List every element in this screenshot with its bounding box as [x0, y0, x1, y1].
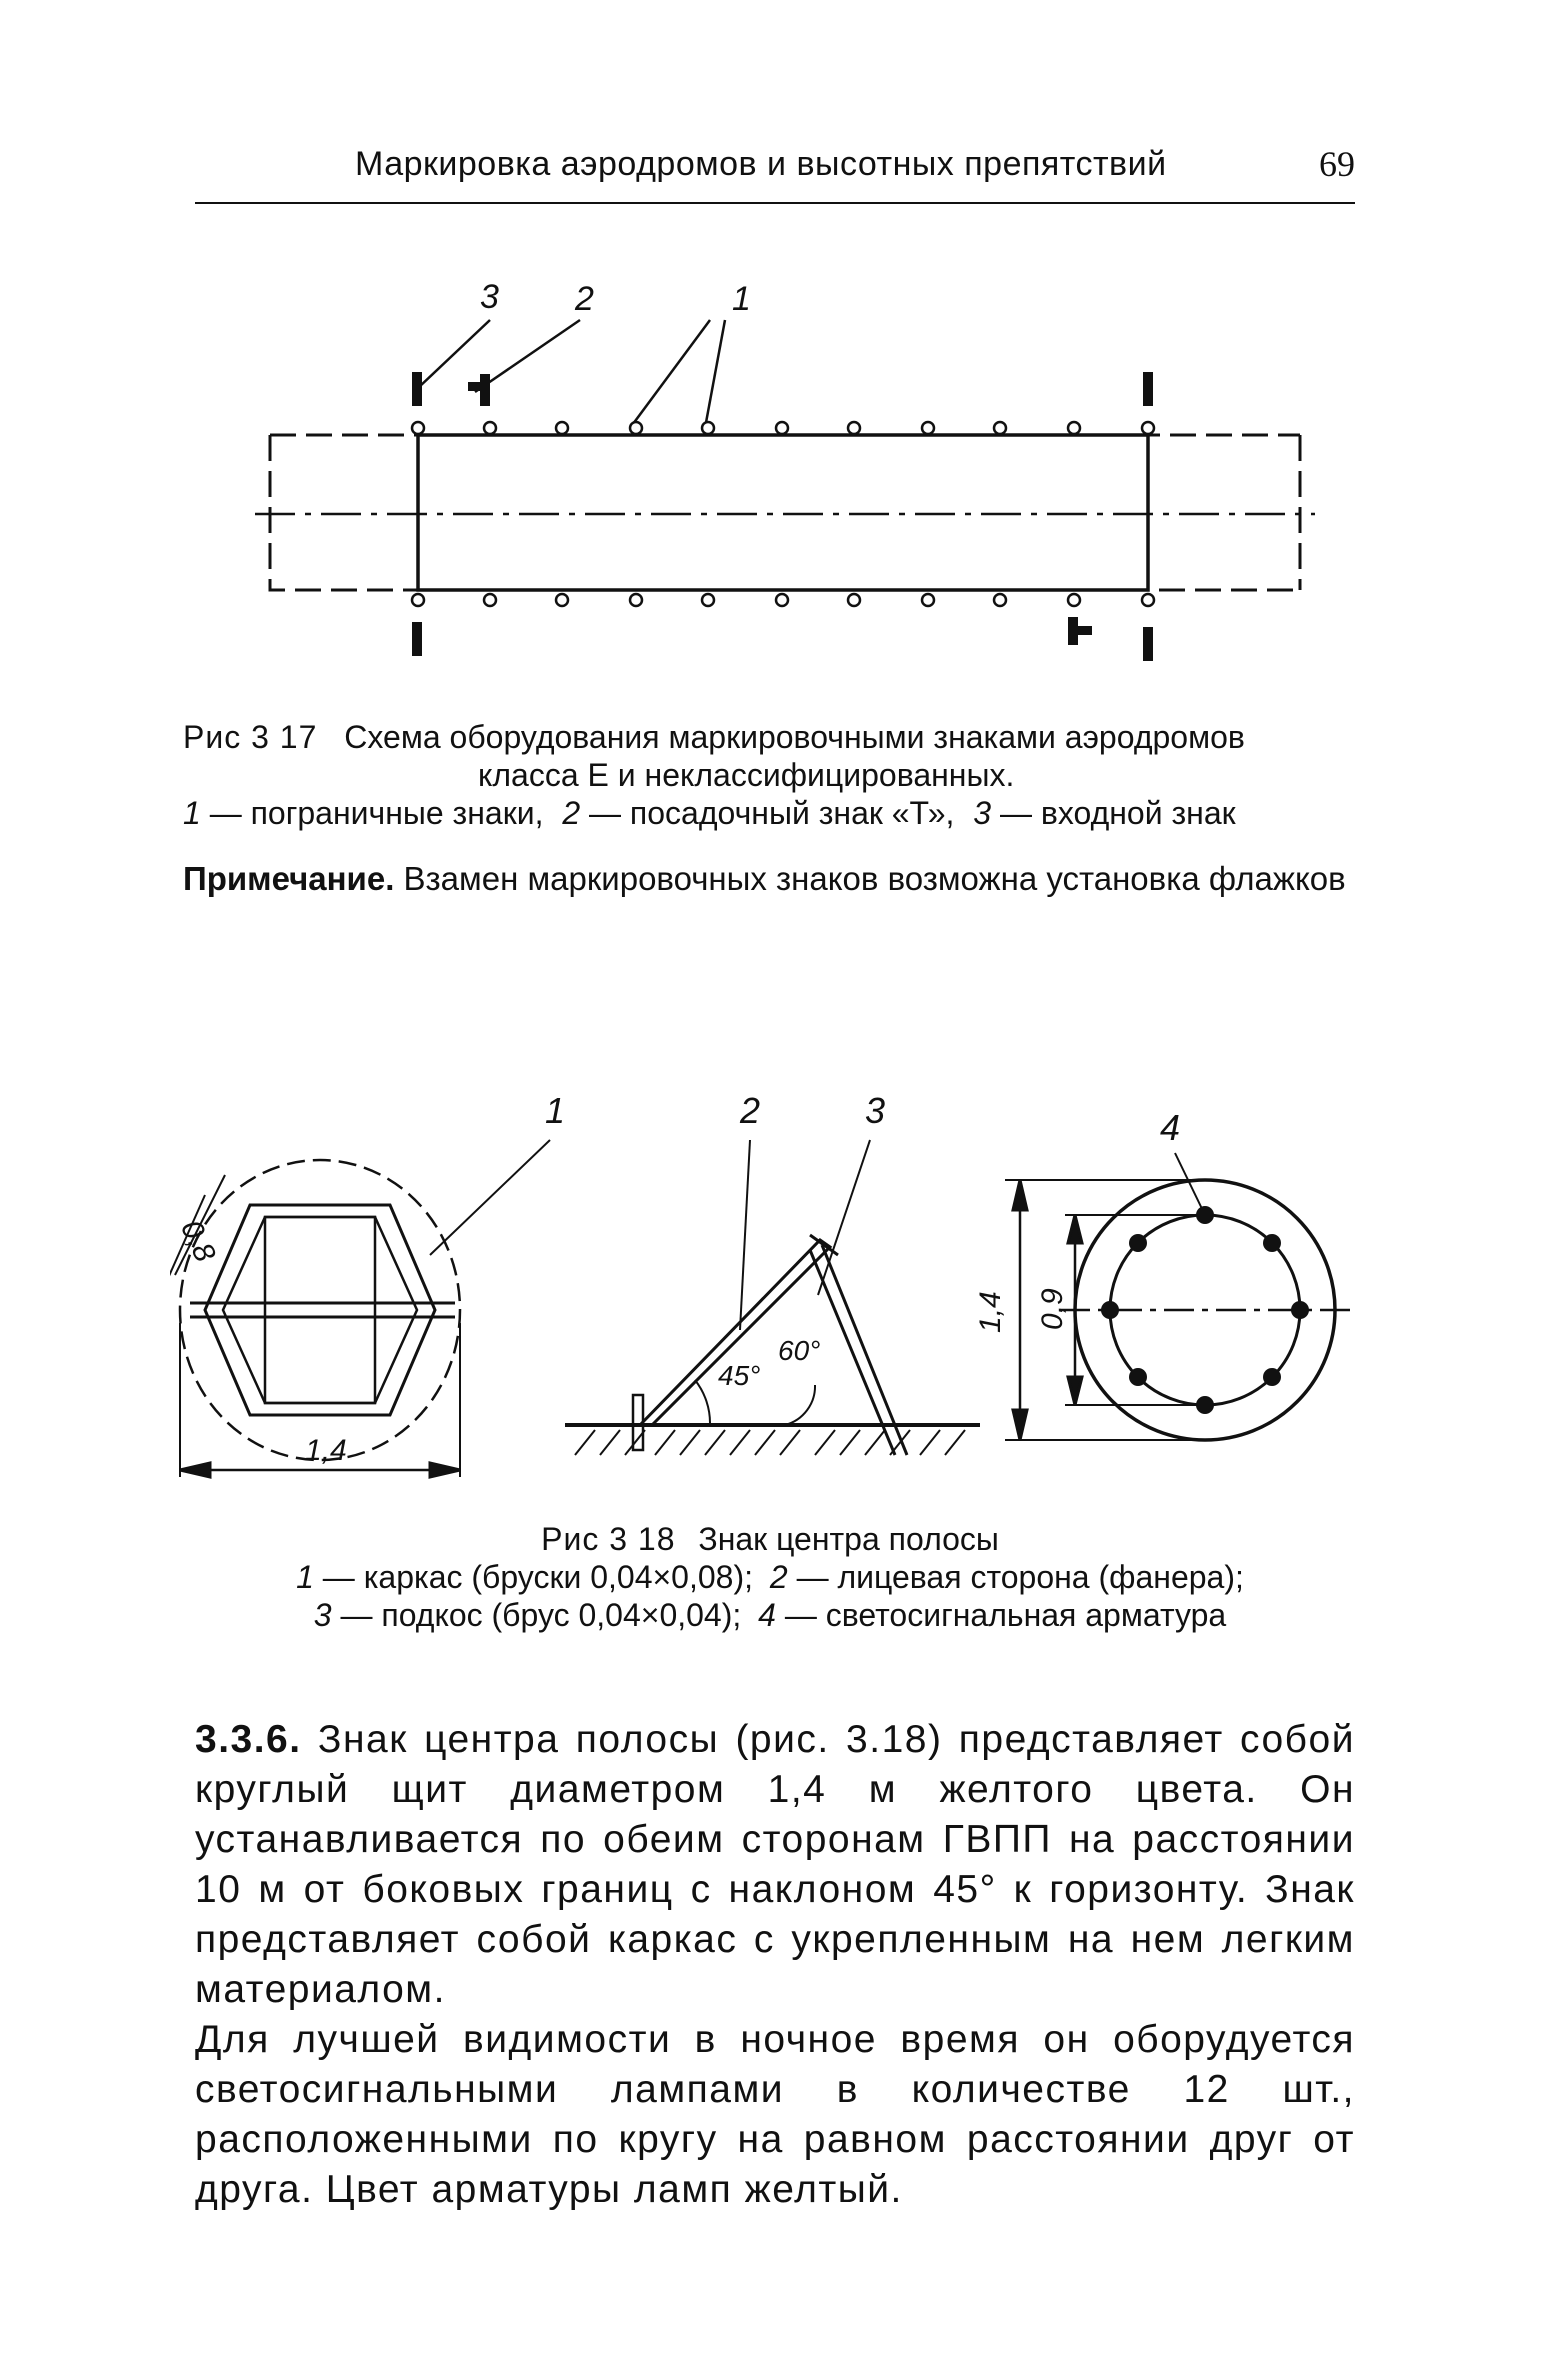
legend-text: — пограничные знаки, — [209, 795, 544, 831]
boundary-marker — [412, 422, 424, 434]
legend-num: 1 — [296, 1559, 314, 1595]
boundary-marker — [630, 594, 642, 606]
legend-num: 3 — [973, 795, 992, 831]
boundary-marker — [848, 594, 860, 606]
boundary-marker — [702, 594, 714, 606]
boundary-marker — [484, 422, 496, 434]
legend-num: 2 — [562, 795, 581, 831]
paragraph-2 — [195, 2015, 1355, 2215]
legend-text: — подкос (брус 0,04×0,04); — [340, 1597, 742, 1633]
runway-strip — [418, 435, 1148, 590]
legend-text: — лицевая сторона (фанера); — [796, 1559, 1244, 1595]
header-title: Маркировка аэродромов и высотных препятствий — [355, 145, 1167, 183]
legend-text: — каркас (бруски 0,04×0,08); — [322, 1559, 753, 1595]
frame-view — [170, 1140, 550, 1477]
caption-title-line2: класса Е и неклассифицированных. — [478, 757, 1015, 793]
light-fixture — [1196, 1206, 1214, 1224]
dim-0-9: 0,9 — [1036, 1288, 1069, 1330]
note-label: Примечание. — [183, 860, 395, 897]
angle-60: 60° — [778, 1335, 821, 1366]
callout-3: 3 — [865, 1090, 886, 1131]
boundary-marker — [922, 594, 934, 606]
angle-45: 45° — [718, 1360, 761, 1391]
legend-num: 3 — [313, 1597, 332, 1633]
dim-0-8: 0,8 — [174, 1215, 222, 1268]
figure-318-diagram — [170, 1085, 1350, 1505]
caption-title: Схема оборудования маркировочными знаками аэродромов — [344, 719, 1245, 755]
caption-label: Рис 3 17 — [183, 719, 318, 755]
callout-4: 4 — [1160, 1107, 1181, 1148]
runway-outline — [270, 435, 1300, 590]
figure-317-note — [183, 858, 1353, 899]
paragraph-number: 3.3.6. — [195, 1718, 302, 1761]
legend-text: — входной знак — [999, 795, 1236, 831]
entry-sign — [1143, 627, 1153, 661]
boundary-marker — [922, 422, 934, 434]
page-number: 69 — [1319, 144, 1355, 184]
callout-2: 2 — [740, 1090, 761, 1131]
light-fixture — [1291, 1301, 1309, 1319]
boundary-marker — [556, 594, 568, 606]
callout-1: 1 — [732, 280, 751, 318]
light-fixture — [1263, 1368, 1281, 1386]
legend-num: 2 — [769, 1559, 788, 1595]
figure-317-caption — [183, 718, 1353, 832]
caption-label: Рис 3 18 — [541, 1521, 676, 1557]
legend-text: — посадочный знак «Т», — [589, 795, 955, 831]
boundary-marker — [1068, 422, 1080, 434]
boundary-marker — [556, 422, 568, 434]
caption-title: Знак центра полосы — [698, 1521, 999, 1557]
landing-t-sign — [468, 374, 490, 406]
light-fixture — [1263, 1234, 1281, 1252]
boundary-marker — [630, 422, 642, 434]
entry-sign — [412, 372, 422, 406]
side-view — [565, 1140, 980, 1455]
entry-sign — [412, 622, 422, 656]
boundary-marker — [776, 422, 788, 434]
figure-318-caption — [200, 1520, 1340, 1634]
boundary-marker — [484, 594, 496, 606]
boundary-marker — [412, 594, 424, 606]
boundary-marker — [702, 422, 714, 434]
figure-317-diagram — [250, 270, 1330, 690]
paragraph-text: Знак центра полосы (рис. 3.18) представляет собой круглый щит диаметром 1,4 м желтого цвета. Он устанавливается по обеим сторонам ГВПП на расстоянии 10 м от боковых границ с наклоном 45° к горизонту. Знак представляет собой каркас с укрепленным на нем легким материалом. — [195, 1718, 1355, 2011]
boundary-marker — [994, 594, 1006, 606]
dim-1-4-vertical: 1,4 — [974, 1291, 1007, 1333]
paragraph-3-3-6 — [195, 1715, 1355, 2015]
dim-1-4-horizontal: 1,4 — [305, 1434, 347, 1467]
light-fixture — [1129, 1368, 1147, 1386]
callout-3: 3 — [480, 278, 499, 316]
light-fixture — [1101, 1301, 1119, 1319]
landing-t-sign — [1068, 617, 1092, 645]
paragraph-text: Для лучшей видимости в ночное время он оборудуется светосигнальными лампами в количестве 12 шт., расположенными по кругу на равном расстоянии друг от друга. Цвет арматуры ламп желтый. — [195, 2018, 1355, 2211]
light-fixture — [1196, 1396, 1214, 1414]
note-text: Взамен маркировочных знаков возможна установка флажков — [403, 860, 1346, 897]
legend-num: 4 — [758, 1597, 776, 1633]
legend-num: 1 — [183, 795, 201, 831]
boundary-marker — [994, 422, 1006, 434]
entry-sign — [1143, 372, 1153, 406]
boundary-marker — [1142, 594, 1154, 606]
boundary-marker — [848, 422, 860, 434]
boundary-marker — [776, 594, 788, 606]
boundary-marker — [1142, 422, 1154, 434]
callout-2: 2 — [575, 280, 594, 318]
header-rule — [195, 202, 1355, 204]
legend-text: — светосигнальная арматура — [784, 1597, 1227, 1633]
light-fixture — [1129, 1234, 1147, 1252]
boundary-marker — [1068, 594, 1080, 606]
callout-1: 1 — [545, 1090, 566, 1131]
page-header — [195, 135, 1355, 205]
